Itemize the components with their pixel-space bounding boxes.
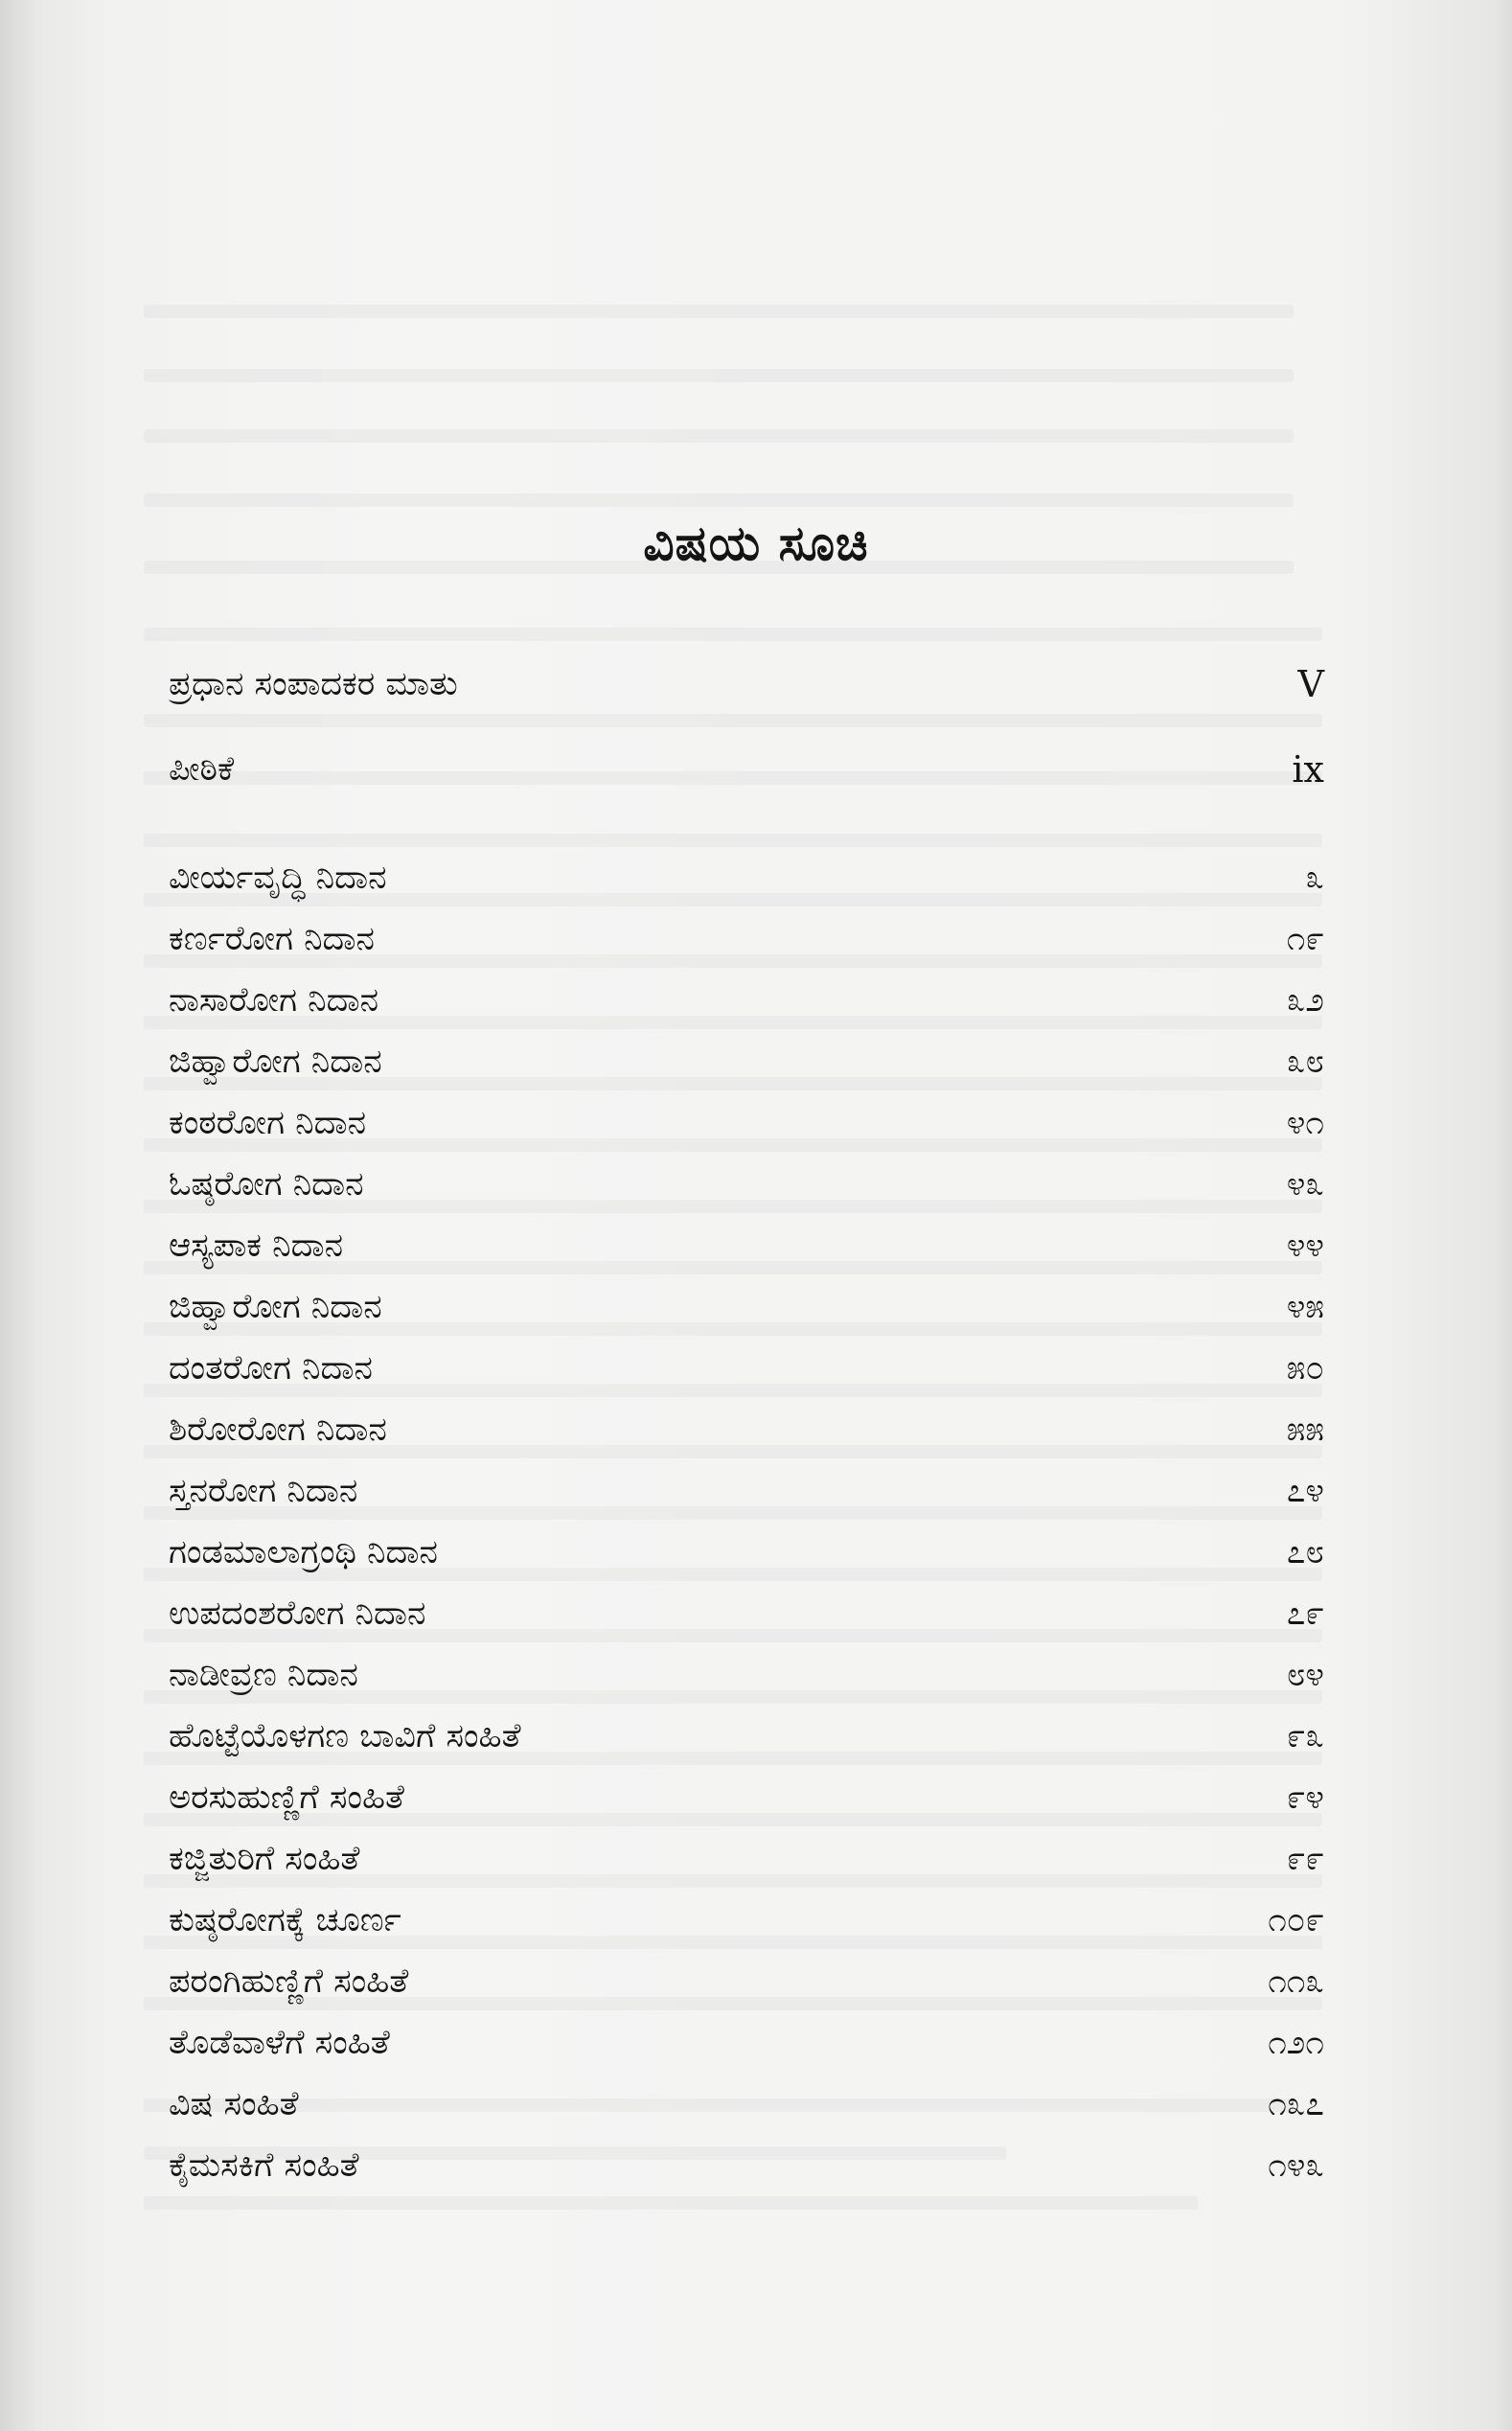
toc-entry-title: ಕಜ್ಜಿತುರಿಗೆ ಸಂಹಿತೆ bbox=[169, 1840, 360, 1878]
toc-row bbox=[169, 1893, 1324, 1947]
toc-page-number: ೩ bbox=[1305, 859, 1324, 897]
toc-entry-title: ಉಪದಂಶರೋಗ ನಿದಾನ bbox=[169, 1594, 426, 1633]
toc-entry-title: ಶಿರೋರೋಗ ನಿದಾನ bbox=[169, 1410, 387, 1449]
toc-row bbox=[169, 1219, 1324, 1273]
toc-page-number: ೭೮ bbox=[1286, 1533, 1324, 1571]
toc-row bbox=[169, 2077, 1324, 2131]
toc-page-number: ೩೨ bbox=[1286, 981, 1324, 1020]
toc-entry-title: ಗಂಡಮಾಲಾಗ್ರಂಥಿ ನಿದಾನ bbox=[169, 1533, 438, 1571]
toc-entry-title: ದಂತರೋಗ ನಿದಾನ bbox=[169, 1349, 373, 1388]
toc-row bbox=[169, 912, 1324, 966]
toc-entry-title: ಓಷ್ಠರೋಗ ನಿದಾನ bbox=[169, 1165, 364, 1204]
bleed-through-line bbox=[144, 834, 1322, 847]
toc-row bbox=[169, 1158, 1324, 1211]
toc-page-number: ೧೦೯ bbox=[1268, 1901, 1324, 1939]
toc-entry-title: ಪ್ರಧಾನ ಸಂಪಾದಕರ ಮಾತು bbox=[169, 665, 458, 703]
toc-page-number: V bbox=[1297, 663, 1324, 705]
toc-page-number: ೫೫ bbox=[1286, 1410, 1324, 1449]
toc-page-number: ೧೧೩ bbox=[1268, 1962, 1324, 2001]
page-title: ವಿಷಯ ಸೂಚಿ bbox=[643, 516, 869, 571]
toc-entry-title: ನಾಡೀವ್ರಣ ನಿದಾನ bbox=[169, 1656, 358, 1694]
bleed-through-line bbox=[144, 369, 1294, 382]
toc-page-number: ೯೩ bbox=[1286, 1717, 1324, 1755]
toc-page-number: ೧೨೧ bbox=[1268, 2024, 1324, 2062]
toc-page-number: ೪೩ bbox=[1286, 1165, 1324, 1204]
toc-entry-title: ಕುಷ್ಠರೋಗಕ್ಕೆ ಚೂರ್ಣ bbox=[169, 1901, 401, 1939]
toc-entry-title: ಕರ್ಣರೋಗ ನಿದಾನ bbox=[169, 920, 375, 958]
toc-page-number: ೧೯ bbox=[1286, 920, 1324, 958]
toc-row bbox=[169, 1648, 1324, 1702]
toc-entry-title: ಜಿಹ್ವಾರೋಗ ನಿದಾನ bbox=[169, 1043, 382, 1081]
toc-entry-title: ತೊಡೆವಾಳೆಗೆ ಸಂಹಿತೆ bbox=[169, 2024, 390, 2062]
toc-entry-title: ಪೀಠಿಕೆ bbox=[169, 750, 235, 789]
toc-entry-title: ಹೊಟ್ಟೆಯೊಳಗಣ ಬಾವಿಗೆ ಸಂಹಿತೆ bbox=[169, 1717, 521, 1755]
toc-page-number: ೭೪ bbox=[1286, 1472, 1324, 1510]
bleed-through-line bbox=[144, 628, 1322, 641]
toc-page-number: ೯೯ bbox=[1286, 1840, 1324, 1878]
toc-entry-title: ಸ್ತನರೋಗ ನಿದಾನ bbox=[169, 1472, 358, 1510]
toc-page-number: ೪೫ bbox=[1286, 1288, 1324, 1326]
toc-entry-title: ಅರಸುಹುಣ್ಣಿಗೆ ಸಂಹಿತೆ bbox=[169, 1778, 404, 1817]
toc-row-front-matter bbox=[169, 657, 1324, 711]
toc-entry-title: ಆಸ್ಯಪಾಕ ನಿದಾನ bbox=[169, 1227, 344, 1265]
bleed-through-line bbox=[144, 714, 1322, 727]
toc-entry-title: ಕೈಮಸಕಿಗೆ ಸಂಹಿತೆ bbox=[169, 2146, 359, 2185]
toc-row bbox=[169, 1096, 1324, 1150]
toc-row bbox=[169, 2139, 1324, 2192]
toc-page-number: ೪೧ bbox=[1286, 1104, 1324, 1142]
toc-entry-title: ವೀರ್ಯವೃದ್ಧಿ ನಿದಾನ bbox=[169, 859, 387, 897]
toc-page-number: ೪೪ bbox=[1286, 1227, 1324, 1265]
toc-page-number: ೧೪೩ bbox=[1268, 2146, 1324, 2185]
toc-page-number: ೫೦ bbox=[1286, 1349, 1324, 1388]
toc-row bbox=[169, 851, 1324, 905]
toc-row bbox=[169, 1342, 1324, 1395]
toc-page-number: ೯೪ bbox=[1286, 1778, 1324, 1817]
toc-entry-title: ವಿಷ ಸಂಹಿತೆ bbox=[169, 2085, 299, 2123]
toc-entry-title: ನಾಸಾರೋಗ ನಿದಾನ bbox=[169, 981, 379, 1020]
toc-row bbox=[169, 1832, 1324, 1886]
toc-page-number: ೮೪ bbox=[1286, 1656, 1324, 1694]
toc-row bbox=[169, 1709, 1324, 1763]
toc-row bbox=[169, 1525, 1324, 1579]
toc-entry-title: ಕಂಠರೋಗ ನಿದಾನ bbox=[169, 1104, 367, 1142]
bleed-through-line bbox=[144, 493, 1294, 507]
toc-row bbox=[169, 1587, 1324, 1640]
bleed-through-line bbox=[144, 305, 1294, 318]
toc-row bbox=[169, 1403, 1324, 1456]
toc-row bbox=[169, 974, 1324, 1027]
toc-entry-title: ಪರಂಗಿಹುಣ್ಣಿಗೆ ಸಂಹಿತೆ bbox=[169, 1962, 409, 2001]
toc-row bbox=[169, 1035, 1324, 1089]
toc-row bbox=[169, 1464, 1324, 1518]
toc-row bbox=[169, 1280, 1324, 1334]
toc-page-number: ೭೯ bbox=[1286, 1594, 1324, 1633]
toc-row bbox=[169, 2016, 1324, 2070]
toc-page-number: ೧೩೭ bbox=[1268, 2085, 1324, 2123]
toc-row bbox=[169, 1771, 1324, 1824]
bleed-through-line bbox=[144, 429, 1294, 443]
toc-row-front-matter bbox=[169, 743, 1324, 796]
toc-page-number: ix bbox=[1292, 748, 1324, 791]
toc-row bbox=[169, 1955, 1324, 2008]
bleed-through-line bbox=[144, 2196, 1198, 2210]
toc-page-number: ೩೮ bbox=[1286, 1043, 1324, 1081]
toc-entry-title: ಜಿಹ್ವಾರೋಗ ನಿದಾನ bbox=[169, 1288, 382, 1326]
